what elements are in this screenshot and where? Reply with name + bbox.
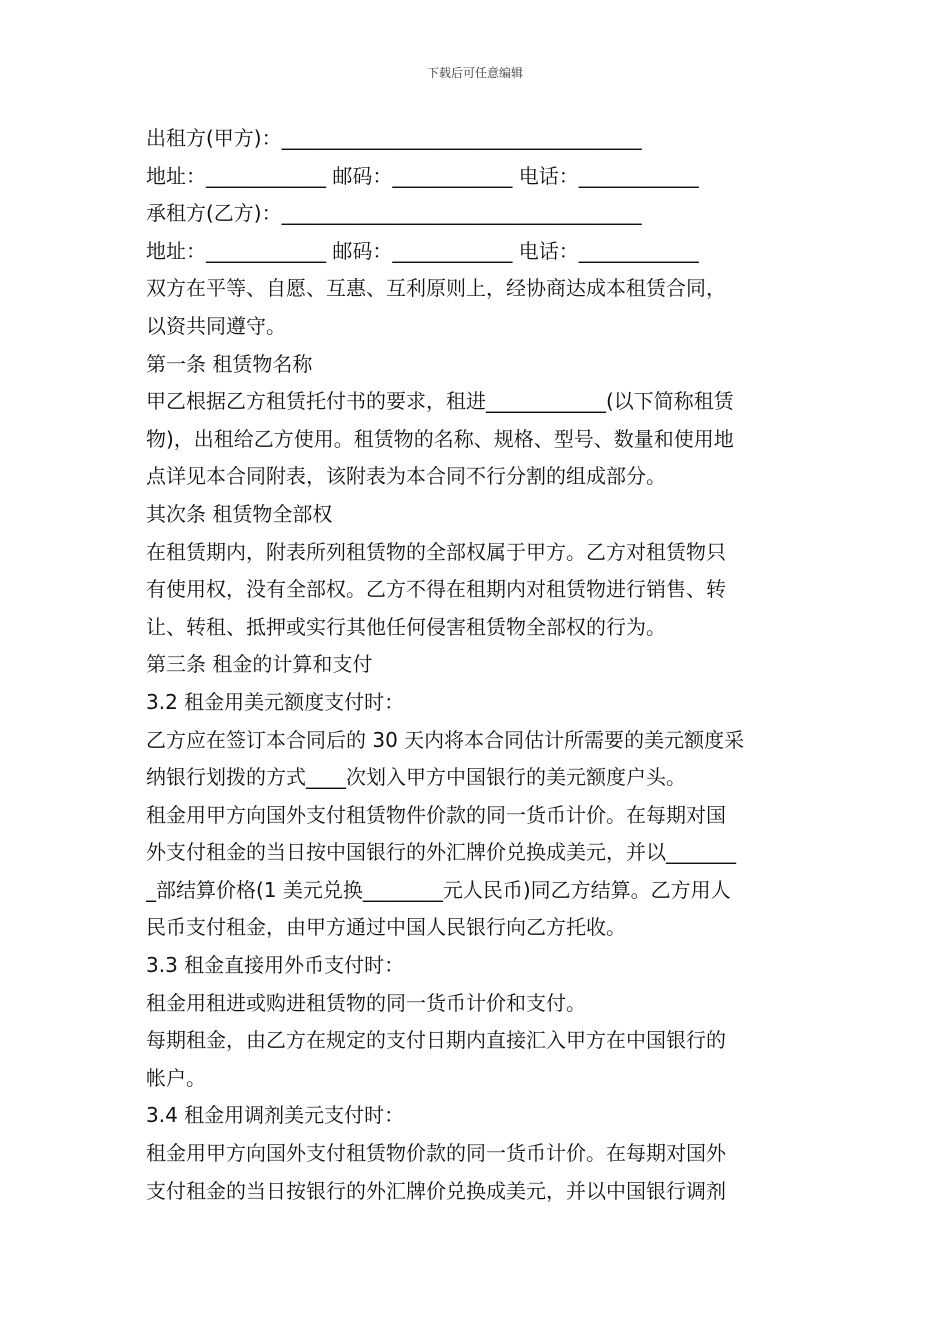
- lessee-address-line: 地址：____________ 邮码：____________ 电话：____________: [146, 238, 699, 263]
- paragraph-line: 帐户。: [146, 1065, 206, 1090]
- paragraph-line: 乙方应在签订本合同后的 30 天内将本合同估计所需要的美元额度采: [146, 727, 745, 752]
- preamble-line: 双方在平等、自愿、互惠、互利原则上，经协商达成本租赁合同，: [146, 276, 726, 301]
- lessor-address-line: 地址：____________ 邮码：____________ 电话：____________: [146, 163, 699, 188]
- paragraph-line: 租金用甲方向国外支付租赁物件价款的同一货币计价。在每期对国: [146, 802, 726, 827]
- paragraph-line: 有使用权，没有全部权。乙方不得在租期内对租赁物进行销售、转: [146, 577, 726, 602]
- paragraph-line: 民币支付租金，由甲方通过中国人民银行向乙方托收。: [146, 915, 626, 940]
- lessee-line: 承租方(乙方)：____________________________________: [146, 201, 642, 226]
- paragraph-line: 在租赁期内，附表所列租赁物的全部权属于甲方。乙方对租赁物只: [146, 539, 726, 564]
- preamble-line: 以资共同遵守。: [146, 313, 286, 338]
- paragraph-line: 纳银行划拨的方式____次划入甲方中国银行的美元额度户头。: [146, 765, 686, 790]
- paragraph-line: _部结算价格(1 美元兑换________元人民币)同乙方结算。乙方用人: [146, 877, 731, 902]
- article-heading: 第三条 租金的计算和支付: [146, 652, 373, 677]
- paragraph-line: 支付租金的当日按银行的外汇牌价兑换成美元，并以中国银行调剂: [146, 1178, 726, 1203]
- paragraph-line: 租金用甲方向国外支付租赁物价款的同一货币计价。在每期对国外: [146, 1141, 726, 1166]
- paragraph-line: 让、转租、抵押或实行其他任何侵害租赁物全部权的行为。: [146, 614, 666, 639]
- article-heading: 其次条 租赁物全部权: [146, 501, 333, 526]
- clause-heading: 3.2 租金用美元额度支付时：: [146, 689, 405, 714]
- article-heading: 第一条 租赁物名称: [146, 351, 313, 376]
- paragraph-line: 外支付租金的当日按中国银行的外汇牌价兑换成美元，并以_______: [146, 840, 736, 865]
- paragraph-line: 甲乙根据乙方租赁托付书的要求，租进____________(以下简称租赁: [146, 389, 734, 414]
- lessor-line: 出租方(甲方)：____________________________________: [146, 126, 642, 150]
- contract-body: [146, 120, 810, 1210]
- clause-heading: 3.4 租金用调剂美元支付时：: [146, 1103, 405, 1128]
- clause-heading: 3.3 租金直接用外币支付时：: [146, 953, 405, 978]
- paragraph-line: 租金用租进或购进租赁物的同一货币计价和支付。: [146, 990, 586, 1015]
- paragraph-line: 物)，出租给乙方使用。租赁物的名称、规格、型号、数量和使用地: [146, 426, 734, 451]
- paragraph-line: 每期租金，由乙方在规定的支付日期内直接汇入甲方在中国银行的: [146, 1028, 726, 1053]
- page-header-note: 下载后可任意编辑: [426, 66, 523, 80]
- paragraph-line: 点详见本合同附表，该附表为本合同不行分割的组成部分。: [146, 464, 666, 489]
